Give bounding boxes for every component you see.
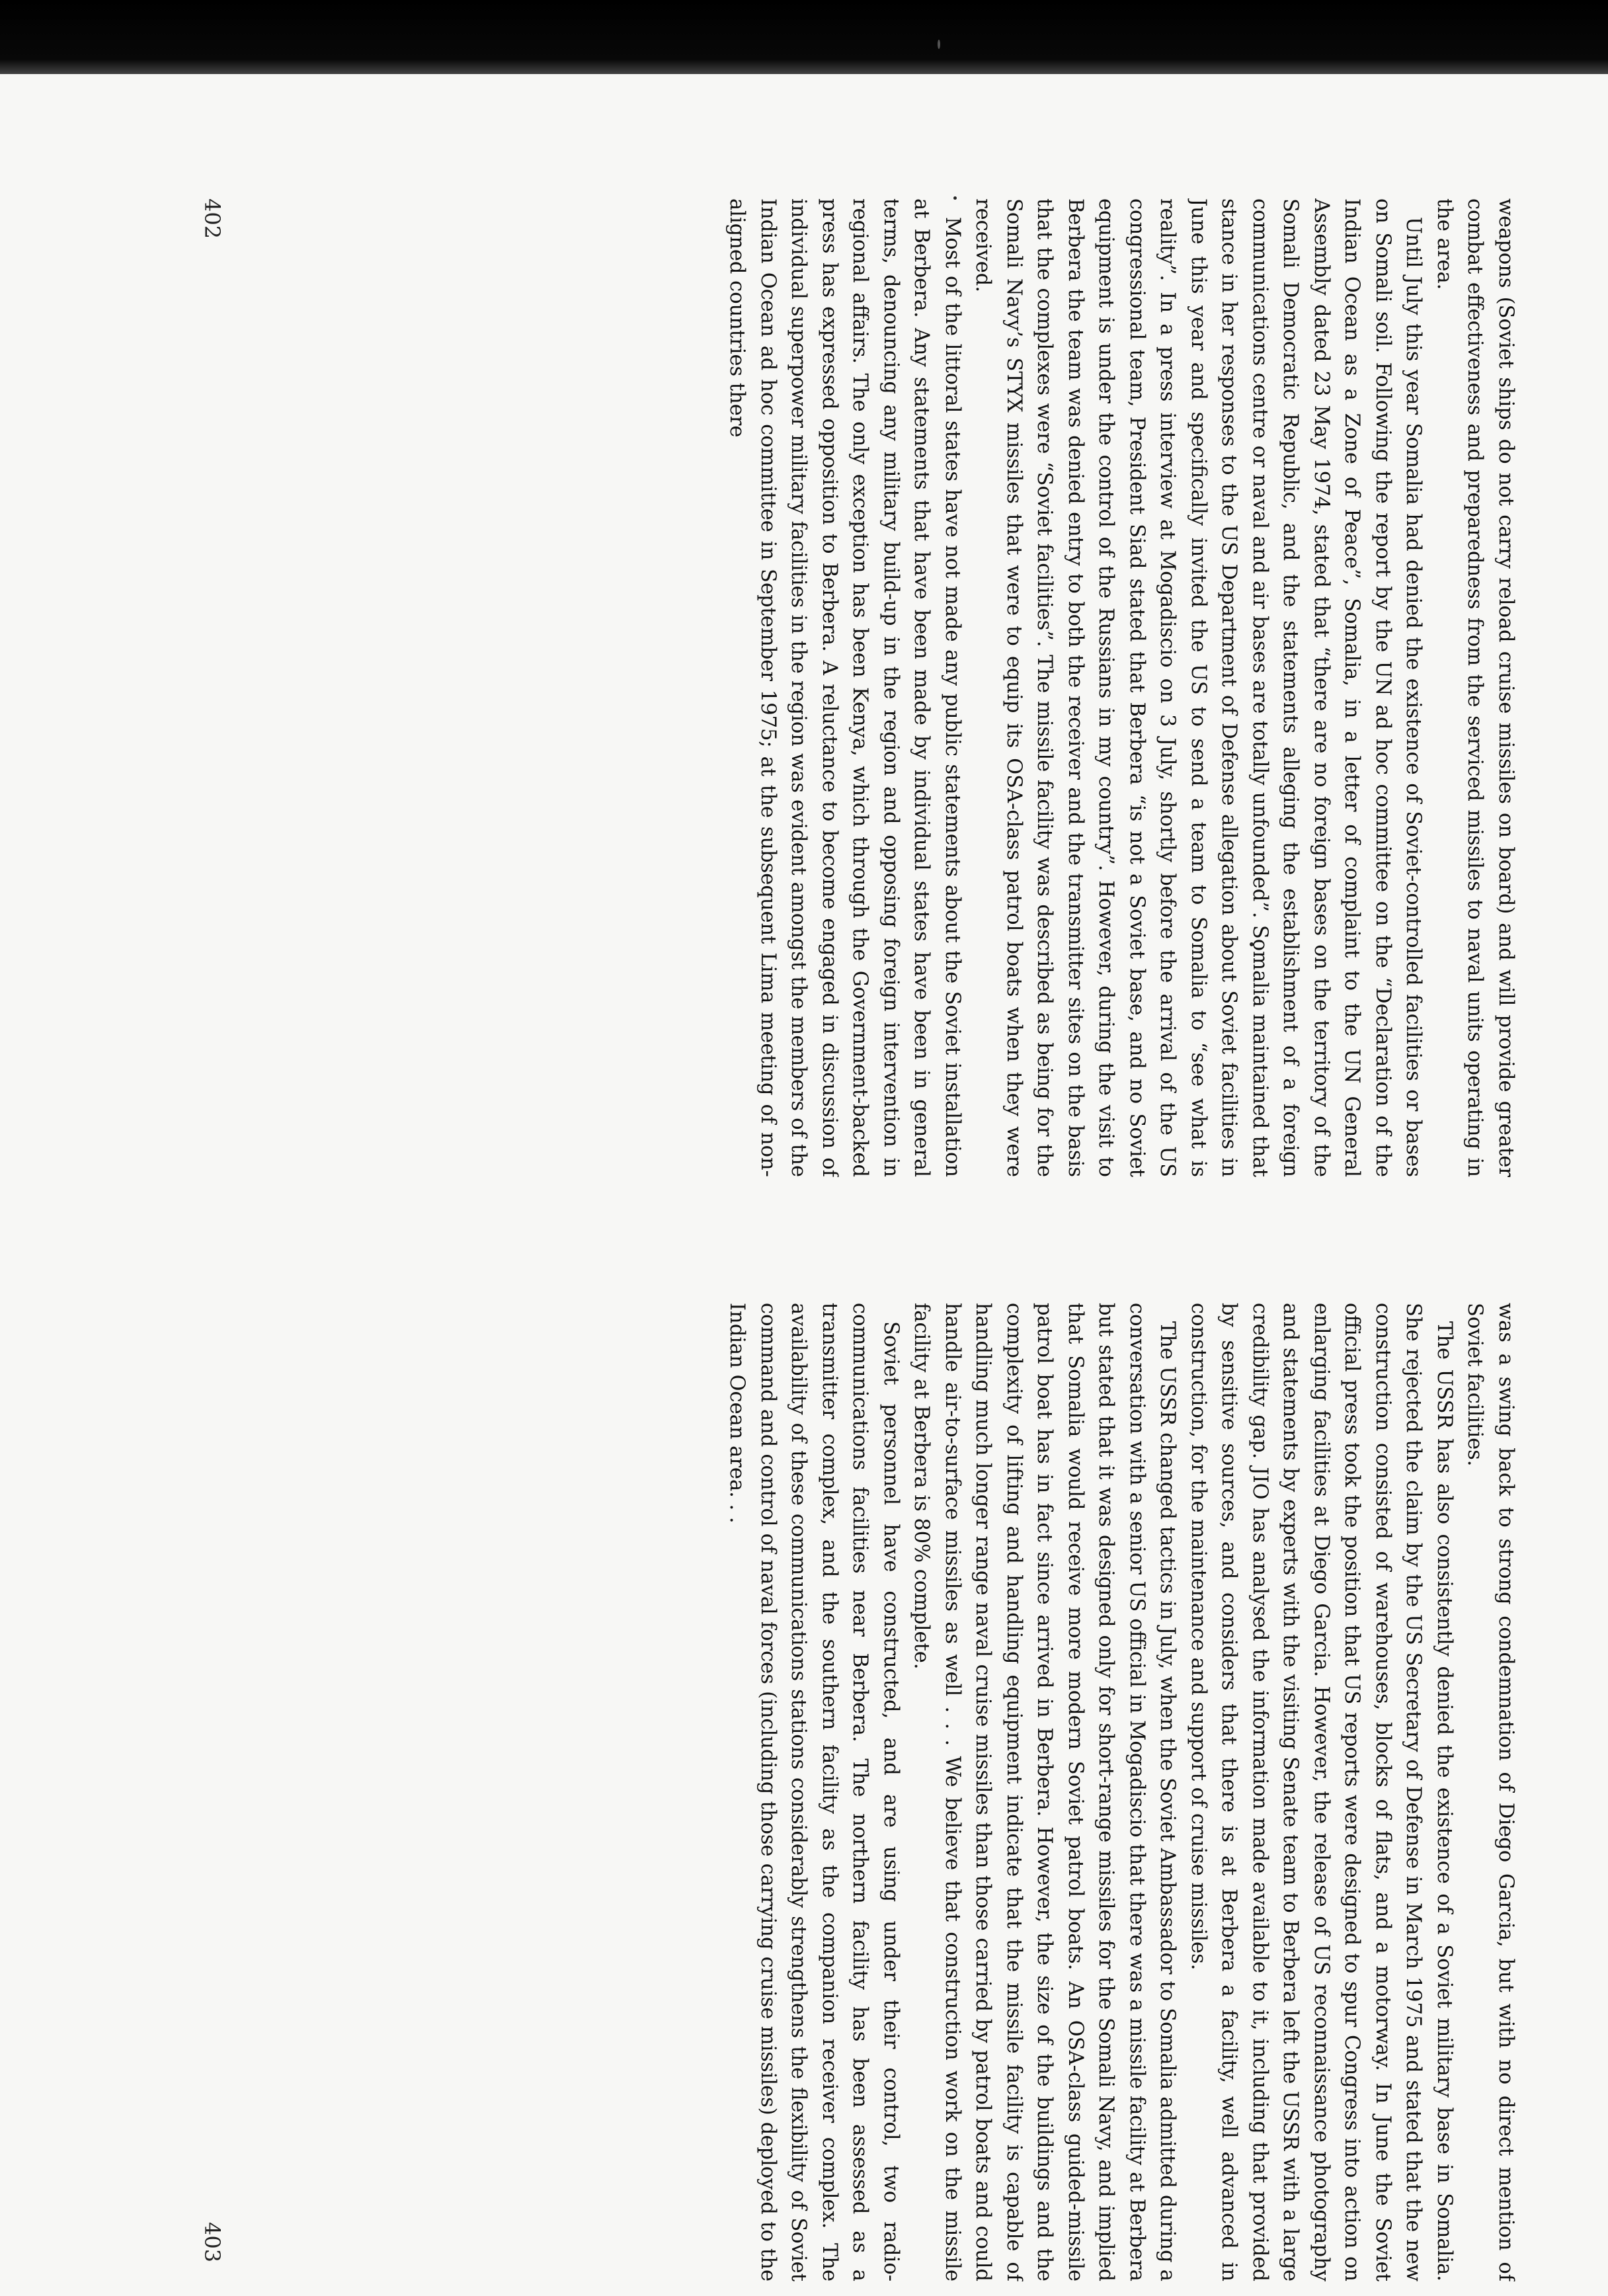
scan-edge-shadow xyxy=(0,0,1608,74)
left-page-text xyxy=(251,198,1521,1177)
page-number-right: 403 xyxy=(200,2222,225,2263)
paragraph: Until July this year Somalia had denied the existence of Soviet-controlled facilities or bases on Somali soil. Following the report by the UN ad hoc committee on the “Declaration of the Indian Ocean as a Zone of Peace”, Somalia, in a letter of complaint to the UN General Assembly dated 23 May 1974, stated that “there are no foreign bases on the territory of the Somali Democratic Republic, and the statements alleging the establishment of a foreign communications centre or naval and air bases are totally unfounded”. Somalia maintained that stance in her responses to the US Department of Defense allegation about Soviet facilities in June this year and specifically invited the US to send a team to Somalia to “see what is reality”. In a press interview at Mogadiscio on 3 July, shortly before the arrival of the US congressional team, President Siad stated that Berbera “is not a Soviet base, and no Soviet equipment is under the control of the Russians in my country”. However, during the visit to Berbera the team was denied entry to both the receiver and the transmitter sites on the basis that the complexes were “Soviet facilities”. The missile facility was described as being for the Somali Navy’s STYX missiles that were to equip its OSA-class patrol boats when they were received. xyxy=(971,198,1426,1177)
paragraph: The USSR has also consistently denied the existence of a Soviet military base in Somalia. She rejected the claim by the US Secretary of Defense in March 1975 and stated that the new construction consisted of warehouses, blocks of flats, and a motorway. In June the Soviet official press took the position that US reports were designed to spur Congress into action on enlarging facilities at Diego Garcia. However, the release of US reconnaissance photography and statements by experts with the visiting Senate team to Berbera left the USSR with a large credibility gap. JIO has analysed the information made available to it, including that provided by sensitive sources, and considers that there is at Berbera a facility, well advanced in construction, for the maintenance and support of cruise missiles. xyxy=(1187,1303,1456,2281)
right-page-text xyxy=(251,1303,1521,2281)
paragraph: was a swing back to strong condemnation of Diego Garcia, but with no direct mention of Soviet facilities. xyxy=(1463,1303,1517,2281)
book-spread xyxy=(172,198,1521,2281)
paragraph: weapons (Soviet ships do not carry reload cruise missiles on board) and will provide greater combat effectiveness and preparedness from the serviced missiles to naval units operating in the area. xyxy=(1433,198,1517,1177)
paragraph: Soviet personnel have constructed, and are using under their control, two radio-communications facilities near Berbera. The northern facility has been assessed as a transmitter complex, and the southern facility as the companion receiver complex. The availability of these communications stations considerably strengthens the flexibility of Soviet command and control of naval forces (including those carrying cruise missiles) deployed to the Indian Ocean area. . . xyxy=(725,1303,903,2281)
paragraph: The USSR changed tactics in July, when the Soviet Ambassador to Somalia admitted during a conversation with a senior US official in Mogadiscio that there was a missile facility at Berbera but stated that it was designed only for short-range missiles for the Somali Navy, and implied that Somalia would receive more modern Soviet patrol boats. An OSA-class guided-missile patrol boat has in fact since arrived in Berbera. However, the size of the buildings and the complexity of lifting and handling equipment indicate that the missile facility is capable of handling much longer range naval cruise missiles than those carried by patrol boats and could handle air-to-surface missiles as well . . . We believe that construction work on the missile facility at Berbera is 80% complete. xyxy=(910,1303,1180,2281)
scan-speck xyxy=(938,40,940,49)
paragraph: Most of the littoral states have not made any public statements about the Soviet installation at Berbera. Any statements that have been made by individual states have been in general terms, denouncing any military build-up in the region and opposing foreign intervention in regional affairs. The only exception has been Kenya, which through the Government-backed press has expressed opposition to Berbera. A reluctance to become engaged in discussion of individual superpower military facilities in the region was evident amongst the members of the Indian Ocean ad hoc committee in September 1975; at the subsequent Lima meeting of non-aligned countries there xyxy=(725,198,964,1177)
page-number-left: 402 xyxy=(200,198,225,239)
